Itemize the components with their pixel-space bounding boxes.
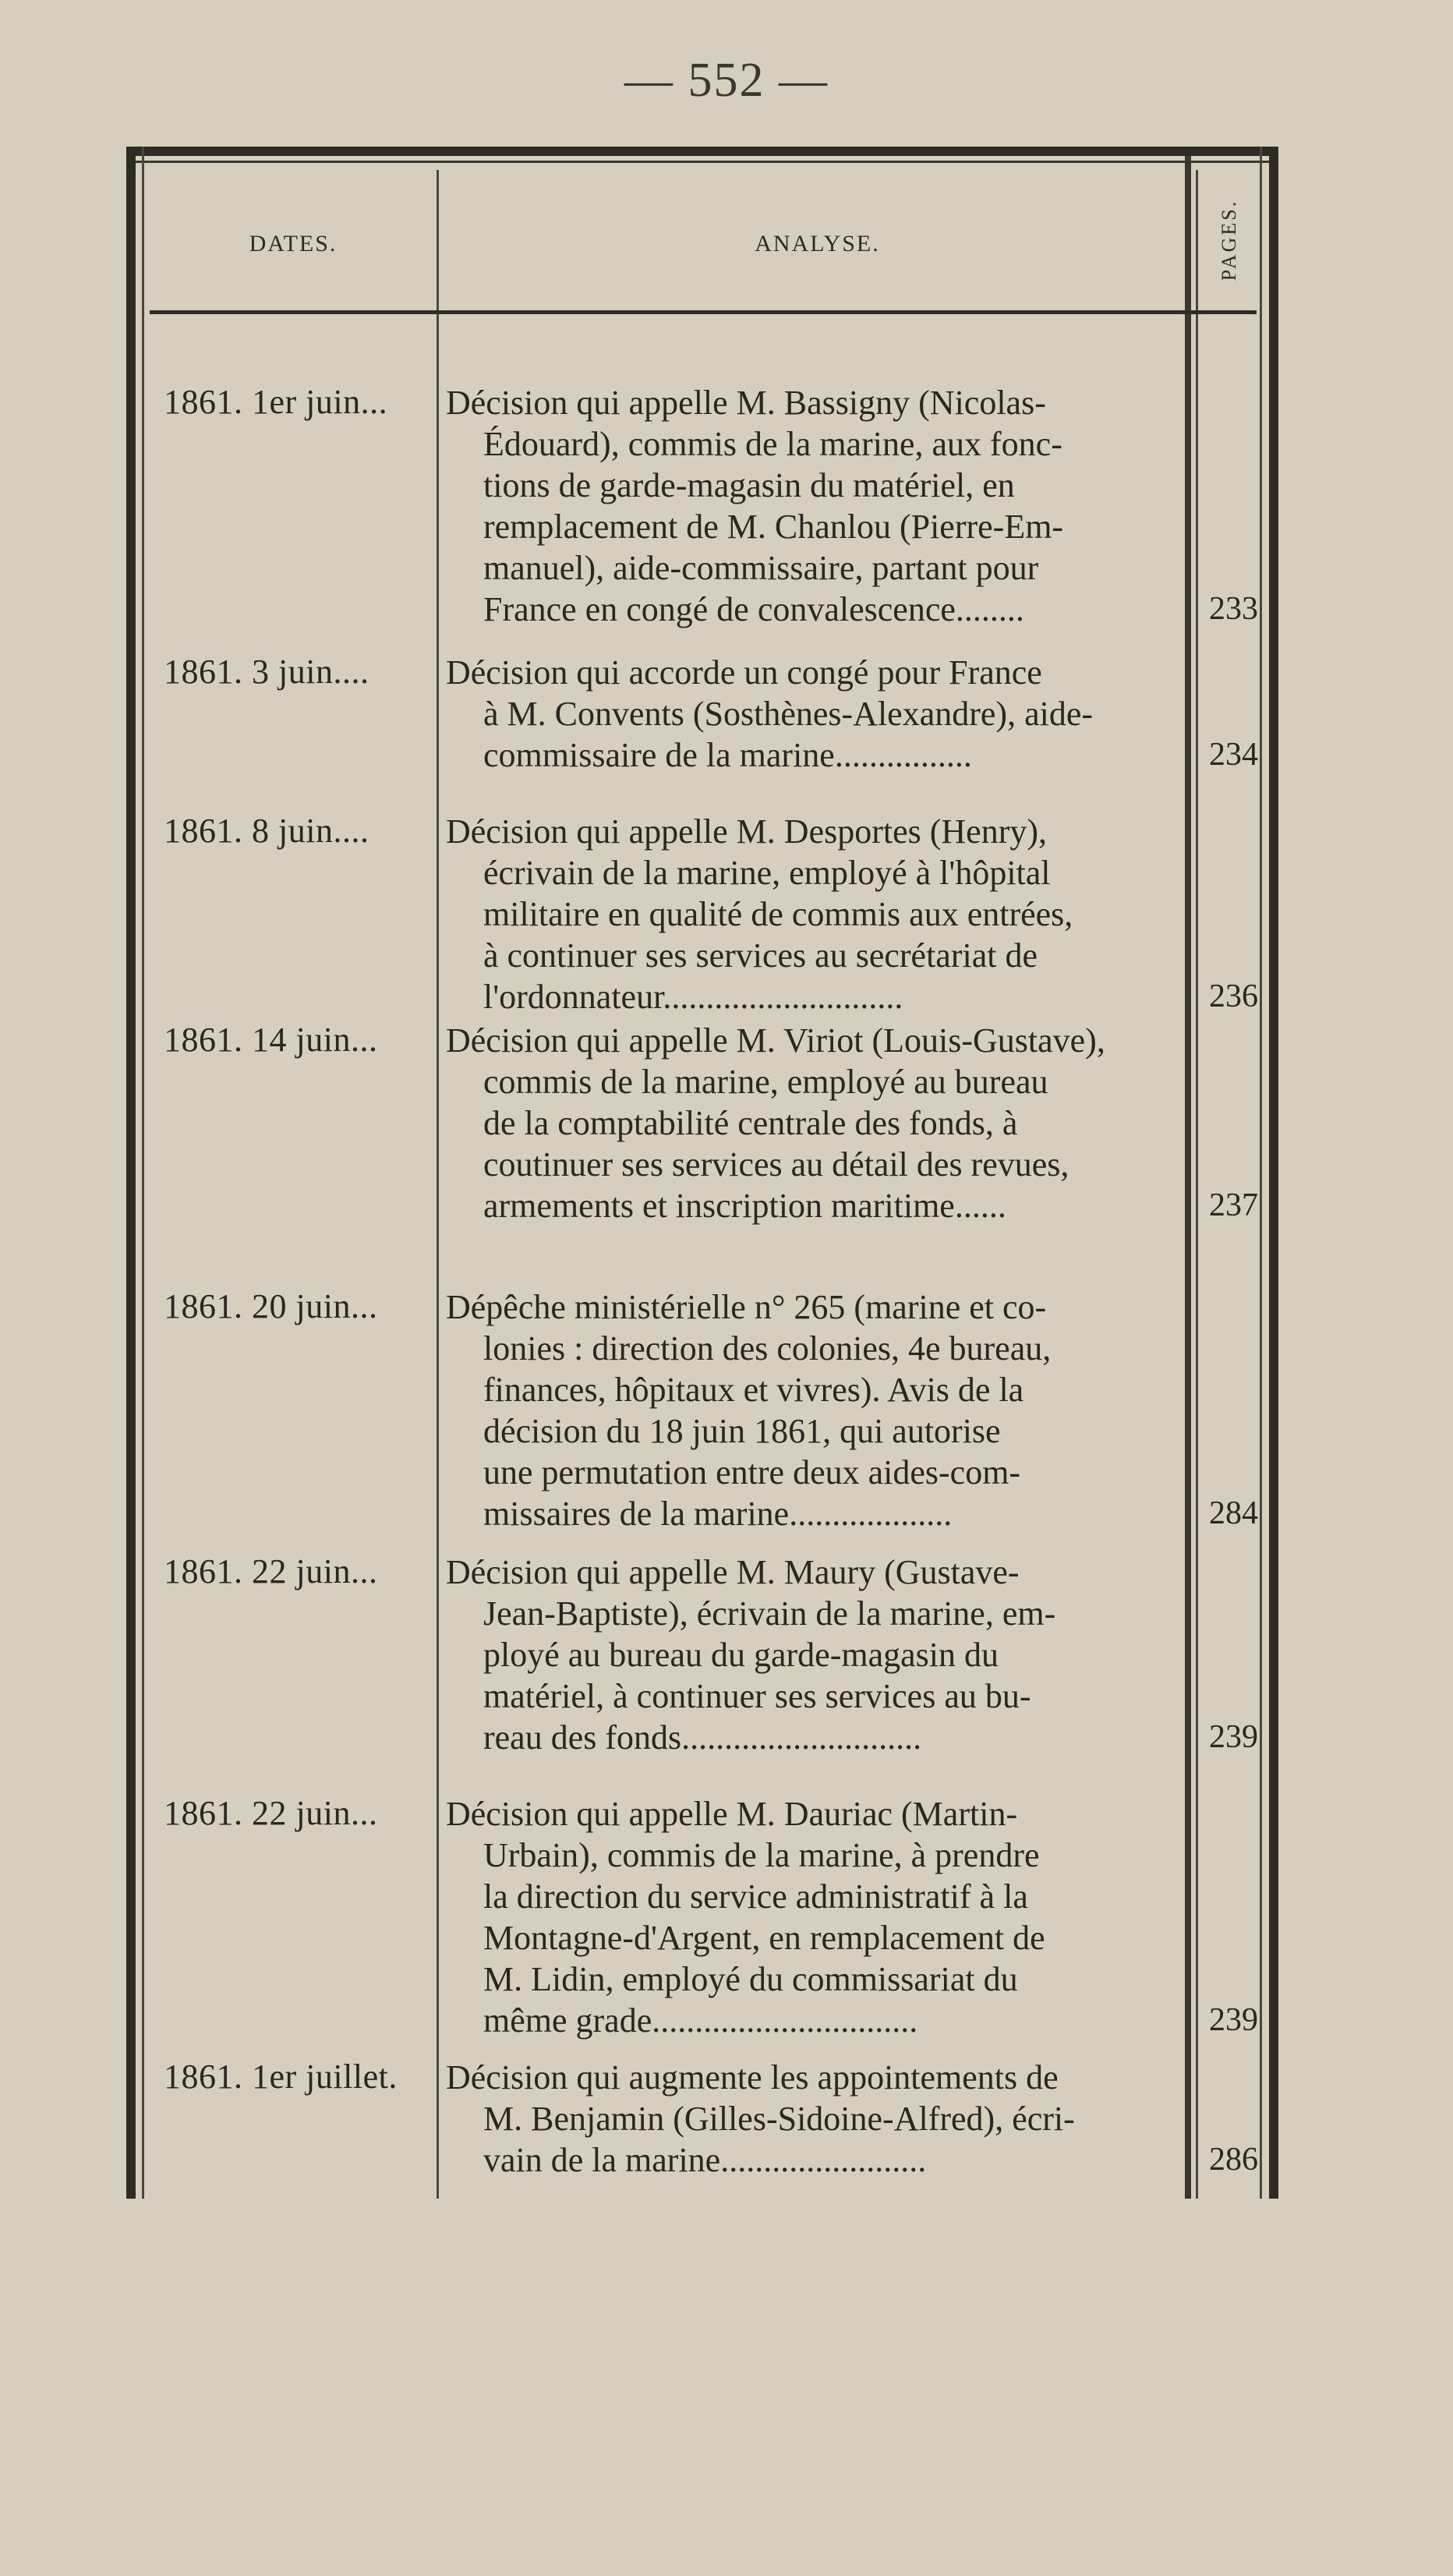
entry-page-number: 237 <box>1209 1187 1258 1223</box>
entry-analysis-line: tions de garde-magasin du matériel, en <box>483 466 1015 504</box>
entry-analysis-line: manuel), aide-commissaire, partant pour <box>483 549 1039 587</box>
column-divider-pages <box>1196 170 1198 2199</box>
entry-date: 1861. 1er juin... <box>164 383 388 421</box>
entry-page-number: 286 <box>1209 2142 1258 2178</box>
entry-analysis-line: Décision qui appelle M. Desportes (Henry), <box>446 812 1048 851</box>
header-pages-label: PAGES. <box>1218 199 1240 281</box>
table-right-thin-rule <box>1260 147 1262 2199</box>
entry-page-number: 239 <box>1209 2002 1258 2038</box>
entry-analysis <box>446 1020 1171 1226</box>
entry-analysis <box>446 1286 1171 1534</box>
entry-analysis-line: à continuer ses services au secrétariat de <box>483 936 1038 975</box>
entry-analysis-line: ployé au bureau du garde-magasin du <box>483 1636 999 1674</box>
table-top-thin-rule <box>126 161 1278 163</box>
entry-analysis-line: une permutation entre deux aides-com- <box>483 1453 1021 1491</box>
entry-page-number: 236 <box>1209 978 1258 1014</box>
entry-analysis-line: Décision qui augmente les appointements de <box>446 2058 1059 2097</box>
header-pages <box>1202 178 1257 303</box>
entry-date: 1861. 20 juin... <box>164 1287 378 1325</box>
table-top-rule <box>126 147 1278 156</box>
entry-analysis-line: finances, hôpitaux et vivres). Avis de la <box>483 1371 1024 1409</box>
entry-date: 1861. 8 juin.... <box>164 812 369 850</box>
page-number: — 552 — <box>624 54 829 107</box>
entry-analysis <box>446 1793 1171 2041</box>
entry-analysis-line: reau des fonds............................ <box>483 1718 922 1757</box>
entry-date: 1861. 22 juin... <box>164 1794 378 1832</box>
entry-analysis-line: Dépêche ministérielle n° 265 (marine et co- <box>446 1288 1047 1326</box>
entry-analysis-line: commis de la marine, employé au bureau <box>483 1063 1048 1101</box>
entry-analysis-line: de la comptabilité centrale des fonds, à <box>483 1104 1018 1142</box>
entry-analysis-line: M. Lidin, employé du commissariat du <box>483 1960 1018 1998</box>
entry-date: 1861. 3 juin.... <box>164 653 369 691</box>
entry-date: 1861. 22 juin... <box>164 1552 378 1591</box>
entry-analysis-line: coutinuer ses services au détail des revues, <box>483 1145 1069 1184</box>
entry-page-number: 234 <box>1209 737 1258 773</box>
entry-page-number: 239 <box>1209 1719 1258 1755</box>
entry-analysis-line: écrivain de la marine, employé à l'hôpital <box>483 854 1051 892</box>
entry-analysis <box>446 652 1171 776</box>
entry-analysis <box>446 382 1171 630</box>
column-divider-dates <box>437 170 439 2199</box>
entry-analysis-line: Urbain), commis de la marine, à prendre <box>483 1836 1040 1874</box>
entry-analysis-line: Décision qui appelle M. Maury (Gustave- <box>446 1553 1020 1591</box>
entry-analysis-line: l'ordonnateur............................ <box>483 978 903 1016</box>
entry-analysis-line: Édouard), commis de la marine, aux fonc- <box>483 425 1062 463</box>
entry-date: 1861. 14 juin... <box>164 1021 378 1059</box>
entry-analysis-line: à M. Convents (Sosthènes-Alexandre), aide- <box>483 695 1094 733</box>
entry-analysis-line: Montagne-d'Argent, en remplacement de <box>483 1919 1045 1957</box>
entry-analysis-line: matériel, à continuer ses services au bu- <box>483 1677 1031 1715</box>
header-rule <box>150 310 1257 314</box>
table-left-thin-rule <box>142 147 144 2199</box>
entry-analysis-line: Décision qui appelle M. Viriot (Louis-Gustave), <box>446 1021 1105 1060</box>
entry-analysis-line: commissaire de la marine................ <box>483 736 972 774</box>
table-left-rule <box>126 147 136 2199</box>
entry-analysis-line: M. Benjamin (Gilles-Sidoine-Alfred), écri- <box>483 2100 1075 2138</box>
entry-analysis-line: vain de la marine........................ <box>483 2141 927 2179</box>
entry-analysis-line: armements et inscription maritime...... <box>483 1187 1006 1225</box>
entry-analysis-line: Décision qui appelle M. Dauriac (Martin- <box>446 1795 1018 1833</box>
entry-analysis-line: la direction du service administratif à la <box>483 1877 1028 1916</box>
entry-analysis <box>446 2057 1171 2181</box>
header-dates: DATES. <box>249 231 338 257</box>
entry-analysis-line: Décision qui accorde un congé pour France <box>446 653 1042 692</box>
entry-page-number: 233 <box>1209 591 1258 627</box>
entry-analysis-line: France en congé de convalescence........ <box>483 590 1024 628</box>
entry-analysis-line: même grade............................... <box>483 2001 918 2040</box>
entry-analysis <box>446 1552 1171 1758</box>
entry-page-number: 284 <box>1209 1495 1258 1531</box>
entry-analysis-line: remplacement de M. Chanlou (Pierre-Em- <box>483 508 1064 546</box>
entry-analysis-line: Jean-Baptiste), écrivain de la marine, em- <box>483 1594 1056 1633</box>
entry-analysis-line: militaire en qualité de commis aux entrées, <box>483 895 1073 933</box>
entry-date: 1861. 1er juillet. <box>164 2058 398 2096</box>
entry-analysis-line: lonies : direction des colonies, 4e bureau, <box>483 1329 1052 1368</box>
entry-analysis-line: décision du 18 juin 1861, qui autorise <box>483 1412 1001 1450</box>
entry-analysis <box>446 811 1171 1017</box>
table-right-rule <box>1269 147 1278 2199</box>
index-table <box>126 147 1278 2199</box>
entry-analysis-line: Décision qui appelle M. Bassigny (Nicolas- <box>446 384 1046 422</box>
header-analysis: ANALYSE. <box>755 231 880 257</box>
entry-analysis-line: missaires de la marine................... <box>483 1495 953 1533</box>
